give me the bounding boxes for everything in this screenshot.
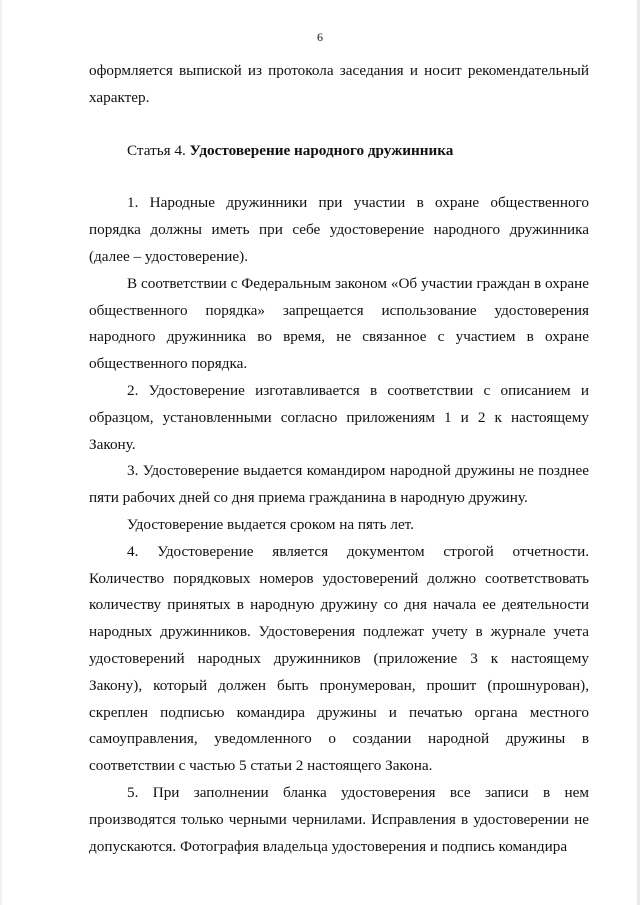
page-number: 6: [317, 30, 323, 44]
paragraph-5: 5. При заполнении бланка удостоверения все записи в нем производятся только черными чернилами. Исправления в удостоверении не допускаются. Фотография владельца удостоверения и подпись командира: [89, 783, 589, 855]
paragraph-2: 2. Удостоверение изготавливается в соответствии с описанием и образцом, установленными согласно приложениям 1 и 2 к настоящему Закону.: [89, 381, 589, 453]
document-body: [89, 58, 589, 860]
scan-edge-left: [0, 0, 2, 905]
paragraph-3: 3. Удостоверение выдается командиром народной дружины не позднее пяти рабочих дней со дня приема гражданина в народную дружину.: [89, 462, 589, 507]
paragraph-1: 1. Народные дружинники при участии в охране общественного порядка должны иметь при себе удостоверение народного дружинника (далее – удостоверение).: [89, 194, 589, 265]
article-title: Удостоверение народного дружинника: [189, 141, 454, 159]
article-heading: [89, 138, 589, 165]
article-number: Статья 4.: [127, 141, 190, 159]
paragraph-3-term: Удостоверение выдается сроком на пять лет.: [127, 515, 414, 533]
continuation-paragraph: оформляется выпиской из протокола заседания и носит рекомендательный характер.: [89, 62, 589, 106]
paragraph-1-note: В соответствии с Федеральным законом «Об участии граждан в охране общественного порядка» запрещается использование удостоверения народного дружинника во время, не связанное с участием в охране общественного порядка.: [89, 274, 589, 373]
paragraph-4: 4. Удостоверение является документом строгой отчетности. Количество порядковых номеров удостоверений должно соответствовать количеству принятых в народную дружину со дня начала ее деятельности народных дружинников. Удостоверения подлежат учету в журнале учета удостоверений народных дружинников (приложение 3 к настоящему Закону), который должен быть пронумерован, прошит (прошнурован), скреплен подписью командира дружины и печатью органа местного самоуправления, уведомленного о создании народной дружины в соответствии с частью 5 статьи 2 настоящего Закона.: [89, 542, 589, 775]
